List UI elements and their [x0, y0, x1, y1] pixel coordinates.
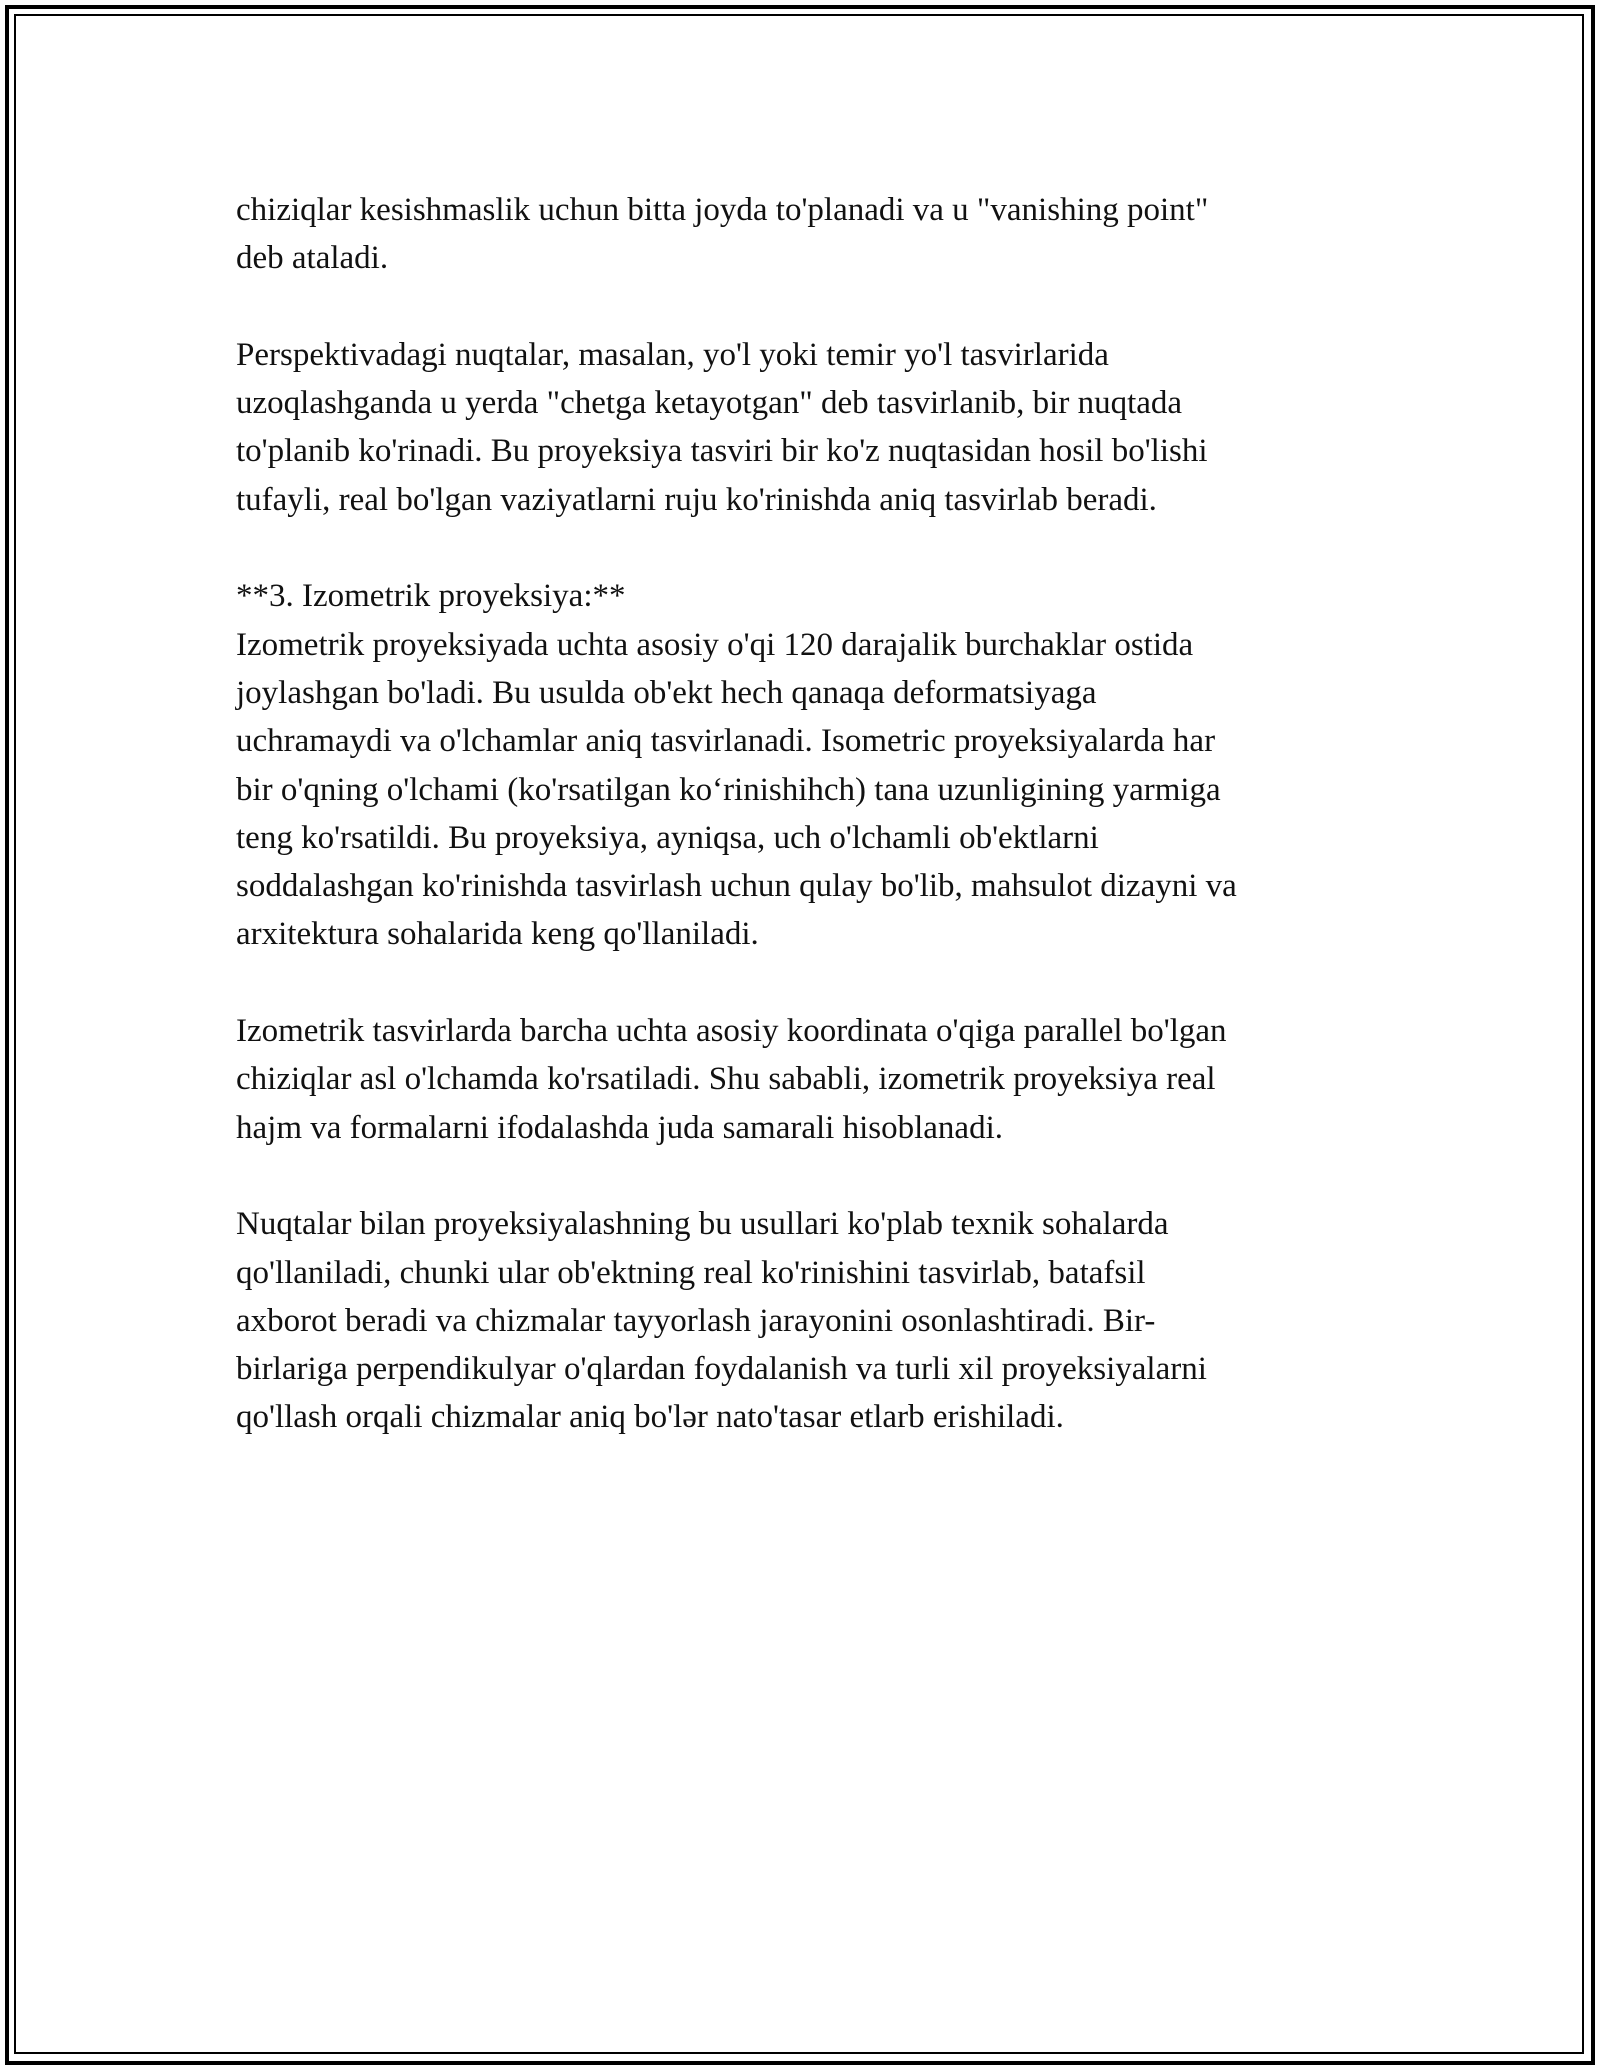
text-line: teng ko'rsatildi. Bu proyeksiya, ayniqsa, uch o'lchamli ob'ektlarni: [236, 819, 1099, 856]
text-line: axborot beradi va chizmalar tayyorlash jarayonini osonlashtiradi. Bir-: [236, 1302, 1156, 1339]
text-line: arxitektura sohalarida keng qo'llaniladi.: [236, 916, 759, 953]
text-line: soddalashgan ko'rinishda tasvirlash uchun qulay bo'lib, mahsulot dizayni va: [236, 868, 1237, 905]
text-line: birlariga perpendikulyar o'qlardan foydalanish va turli xil proyeksiyalarni: [236, 1351, 1207, 1388]
text-line: tufayli, real bo'lgan vaziyatlarni ruju ko'rinishda aniq tasvirlab beradi.: [236, 481, 1157, 518]
paragraph-conclusion: [236, 1200, 1366, 1441]
text-line: uzoqlashganda u yerda "chetga ketayotgan" deb tasvirlanib, bir nuqtada: [236, 385, 1183, 422]
text-line: hajm va formalarni ifodalashda juda samarali hisoblanadi.: [236, 1109, 1003, 1146]
text-line: Izometrik tasvirlarda barcha uchta asosiy koordinata o'qiga parallel bo'lgan: [236, 1013, 1227, 1050]
section-heading: **3. Izometrik proyeksiya:**: [236, 578, 626, 615]
text-line: deb ataladi.: [236, 240, 389, 277]
text-line: Perspektivadagi nuqtalar, masalan, yo'l yoki temir yo'l tasvirlarida: [236, 336, 1109, 373]
text-line: joylashgan bo'ladi. Bu usulda ob'ekt hech qanaqa deformatsiyaga: [236, 674, 1097, 711]
paragraph-vanishing-point: [236, 186, 1366, 283]
paragraph-perspective: [236, 331, 1366, 524]
text-line: Nuqtalar bilan proyeksiyalashning bu usullari ko'plab texnik sohalarda: [236, 1206, 1169, 1243]
text-line: qo'llash orqali chizmalar aniq bo'lər nato'tasar etlarb erishiladi.: [236, 1399, 1064, 1436]
paragraph-isometric-images: [236, 1007, 1366, 1152]
text-line: chiziqlar kesishmaslik uchun bitta joyda to'planadi va u "vanishing point": [236, 192, 1209, 228]
text-line: chiziqlar asl o'lchamda ko'rsatiladi. Shu sababli, izometrik proyeksiya real: [236, 1061, 1216, 1098]
text-line: to'planib ko'rinadi. Bu proyeksiya tasviri bir ko'z nuqtasidan hosil bo'lishi: [236, 433, 1208, 470]
text-line: Izometrik proyeksiyada uchta asosiy o'qi 120 darajalik burchaklar ostida: [236, 626, 1194, 663]
paragraph-isometric-projection: [236, 572, 1366, 958]
text-line: uchramaydi va o'lchamlar aniq tasvirlanadi. Isometric proyeksiyalarda har: [236, 723, 1216, 760]
text-line: bir o'qning o'lchami (ko'rsatilgan ko‘rinishihch) tana uzunligining yarmiga: [236, 771, 1221, 808]
text-line: qo'llaniladi, chunki ular ob'ektning real ko'rinishini tasvirlab, batafsil: [236, 1254, 1146, 1291]
document-body: [236, 186, 1366, 1490]
